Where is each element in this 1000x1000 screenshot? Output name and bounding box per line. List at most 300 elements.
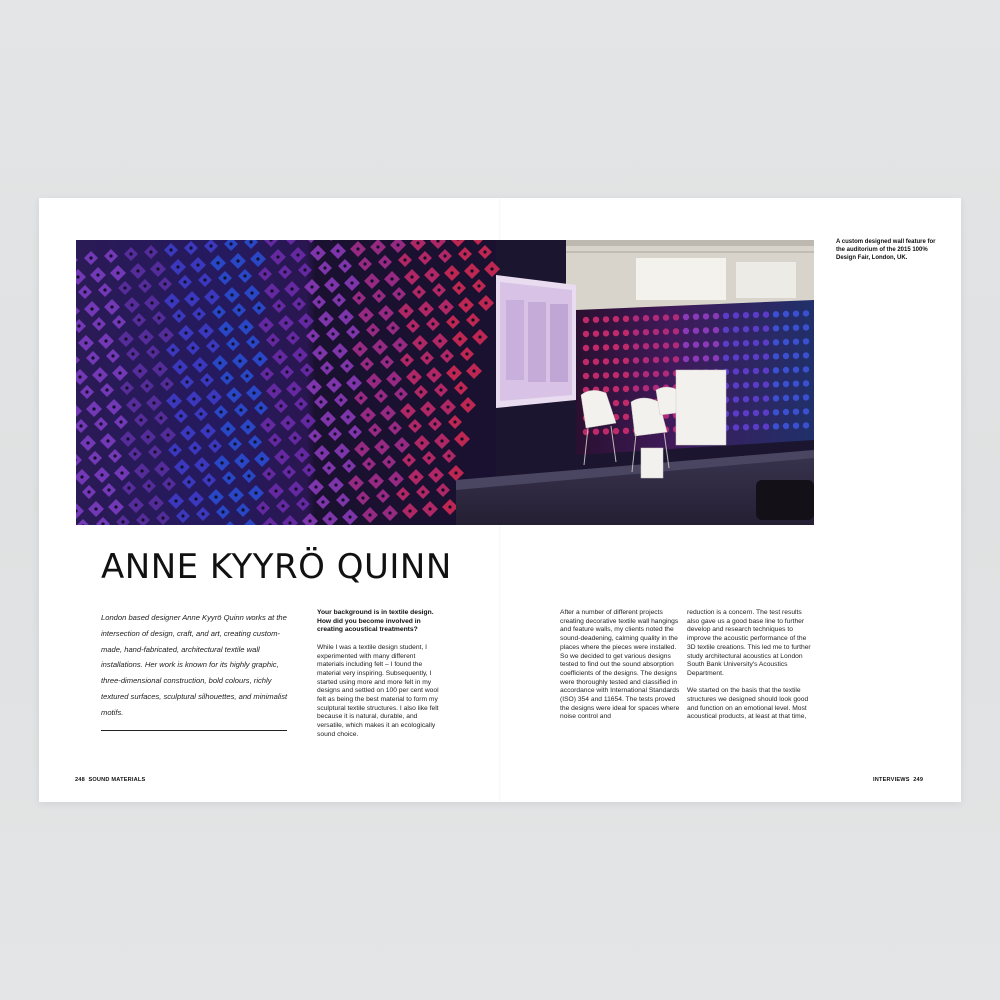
felt-tile [713, 327, 719, 333]
felt-tile [723, 327, 729, 333]
felt-tile-center [117, 320, 120, 323]
felt-tile-center [184, 331, 187, 334]
felt-tile-center [106, 439, 109, 442]
felt-tile [803, 408, 809, 414]
felt-tile-center [270, 289, 273, 292]
felt-tile-center [416, 241, 419, 244]
felt-tile-center [273, 438, 276, 441]
felt-tile-center [220, 461, 223, 464]
felt-tile-center [281, 504, 284, 507]
felt-tile-center [93, 456, 96, 459]
felt-tile-center [227, 476, 230, 479]
felt-tile-center [350, 281, 353, 284]
felt-tile [793, 409, 799, 415]
felt-tile [753, 354, 759, 360]
felt-tile [783, 367, 789, 373]
felt-tile-center [125, 386, 128, 389]
felt-tile [623, 316, 629, 322]
felt-tile [623, 386, 629, 392]
felt-tile-center [341, 498, 344, 501]
felt-tile-center [444, 305, 447, 308]
felt-tile-center [205, 378, 208, 381]
felt-tile [583, 373, 589, 379]
felt-tile-center [307, 468, 310, 471]
felt-tile [593, 345, 599, 351]
felt-tile [653, 329, 659, 335]
felt-tile-center [159, 416, 162, 419]
felt-tile-center [264, 323, 267, 326]
felt-tile-center [308, 519, 311, 522]
felt-tile [753, 368, 759, 374]
felt-tile-center [103, 288, 106, 291]
felt-tile-center [440, 439, 443, 442]
felt-tile [773, 367, 779, 373]
felt-tile-center [224, 327, 227, 330]
felt-tile-center [466, 403, 469, 406]
felt-tile-center [384, 311, 387, 314]
felt-tile-center [432, 373, 435, 376]
felt-tile-center [321, 500, 324, 503]
felt-tile-center [146, 435, 149, 438]
felt-tile [703, 355, 709, 361]
felt-tile-center [419, 390, 422, 393]
felt-tile [733, 312, 739, 318]
felt-tile-center [338, 349, 341, 352]
felt-tile [783, 339, 789, 345]
felt-tile-center [97, 322, 100, 325]
felt-tile-center [303, 268, 306, 271]
felt-tile-center [431, 322, 434, 325]
felt-tile [583, 359, 589, 365]
felt-tile-center [403, 258, 406, 261]
felt-tile-center [304, 319, 307, 322]
felt-tile-center [306, 419, 309, 422]
felt-tile [623, 428, 629, 434]
felt-tile [753, 340, 759, 346]
felt-tile-center [360, 447, 363, 450]
felt-tile-center [138, 369, 141, 372]
felt-tile [763, 353, 769, 359]
felt-tile [623, 372, 629, 378]
intro-paragraph: London based designer Anne Kyyrö Quinn works at the intersection of design, craft, and art, creating custom-made, hand-fabricated, architectural textile wall installations. Her work is known for its highly graphic, three-dimensional construction, bold colours, richly textured surfaces, sculptural silhouettes, and minimalist motifs. [101, 613, 288, 717]
felt-tile [733, 382, 739, 388]
felt-tile-center [77, 324, 80, 327]
felt-tile [733, 340, 739, 346]
felt-tile [613, 344, 619, 350]
felt-tile-center [348, 515, 351, 518]
felt-tile-center [169, 248, 172, 251]
felt-tile-center [78, 375, 81, 378]
interview-column-2 [560, 609, 686, 731]
felt-tile-center [426, 407, 429, 410]
felt-tile-center [137, 318, 140, 321]
felt-tile-center [331, 332, 334, 335]
felt-tile-center [340, 449, 343, 452]
felt-tile-center [263, 272, 266, 275]
felt-tile-center [364, 313, 367, 316]
felt-tile-center [407, 458, 410, 461]
felt-tile [633, 343, 639, 349]
felt-tile [603, 358, 609, 364]
felt-tile [653, 315, 659, 321]
felt-tile-center [465, 352, 468, 355]
interview-question: Your background is in textile design. How did you become involved in creating acoustical treatments? [317, 609, 434, 634]
felt-tile-center [397, 292, 400, 295]
felt-tile-center [266, 423, 269, 426]
felt-tile [613, 358, 619, 364]
felt-tile [613, 400, 619, 406]
felt-tile-center [478, 335, 481, 338]
felt-tile-center [408, 509, 411, 512]
felt-tile-center [346, 415, 349, 418]
felt-tile [593, 317, 599, 323]
felt-tile-center [274, 489, 277, 492]
felt-tile-center [109, 254, 112, 257]
felt-tile [773, 325, 779, 331]
felt-tile-center [427, 456, 430, 459]
felt-tile-center [80, 475, 83, 478]
felt-tile-center [238, 359, 241, 362]
felt-tile-center [150, 301, 153, 304]
felt-tile [763, 409, 769, 415]
felt-tile-center [164, 333, 167, 336]
felt-tile-center [194, 497, 197, 500]
felt-tile-center [477, 284, 480, 287]
felt-tile-center [393, 426, 396, 429]
felt-tile [793, 325, 799, 331]
felt-tile-center [92, 407, 95, 410]
felt-tile-center [405, 358, 408, 361]
felt-tile [683, 328, 689, 334]
felt-tile [793, 395, 799, 401]
felt-tile-center [339, 398, 342, 401]
felt-tile-center [324, 317, 327, 320]
felt-tile-center [118, 371, 121, 374]
felt-tile-center [381, 494, 384, 497]
felt-tile [753, 326, 759, 332]
felt-tile [723, 313, 729, 319]
felt-tile [613, 428, 619, 434]
felt-tile-center [318, 351, 321, 354]
felt-tile-center [446, 405, 449, 408]
felt-tile-center [433, 422, 436, 425]
felt-tile-center [394, 477, 397, 480]
felt-tile [663, 328, 669, 334]
felt-tile-center [170, 299, 173, 302]
felt-tile-center [259, 406, 262, 409]
felt-tile-center [96, 273, 99, 276]
felt-tile [753, 410, 759, 416]
felt-tile [793, 367, 799, 373]
felt-tile-center [391, 326, 394, 329]
felt-tile-center [438, 339, 441, 342]
felt-tile-center [105, 388, 108, 391]
felt-tile-center [134, 503, 137, 506]
felt-tile-center [186, 431, 189, 434]
felt-tile [803, 310, 809, 316]
felt-tile-center [219, 410, 222, 413]
felt-tile-center [249, 240, 252, 243]
felt-tile-center [107, 488, 110, 491]
felt-tile [623, 358, 629, 364]
felt-tile-center [139, 418, 142, 421]
felt-tile [803, 324, 809, 330]
felt-tile-center [240, 459, 243, 462]
felt-tile-center [345, 364, 348, 367]
felt-tile [623, 414, 629, 420]
felt-tile-center [418, 341, 421, 344]
felt-tile-center [91, 356, 94, 359]
felt-tile [733, 410, 739, 416]
felt-tile-center [445, 354, 448, 357]
felt-tile-center [237, 308, 240, 311]
felt-tile [703, 341, 709, 347]
felt-tile-center [111, 354, 114, 357]
felt-tile-center [312, 385, 315, 388]
felt-tile [603, 386, 609, 392]
felt-tile-center [424, 307, 427, 310]
felt-tile-center [176, 265, 179, 268]
felt-tile [773, 311, 779, 317]
felt-tile-center [305, 368, 308, 371]
felt-tile [603, 344, 609, 350]
felt-tile-center [256, 257, 259, 260]
felt-tile-center [380, 445, 383, 448]
felt-tile-center [171, 348, 174, 351]
felt-tile-center [190, 297, 193, 300]
felt-tile-center [218, 361, 221, 364]
interview-column-3 [687, 609, 813, 731]
felt-tile [733, 326, 739, 332]
felt-tile-center [372, 379, 375, 382]
felt-tile-center [411, 324, 414, 327]
felt-tile-center [251, 340, 254, 343]
felt-tile [743, 326, 749, 332]
felt-tile [673, 328, 679, 334]
felt-tile-center [99, 422, 102, 425]
felt-tile-center [392, 377, 395, 380]
felt-tile [703, 313, 709, 319]
felt-tile-center [84, 341, 87, 344]
felt-tile-center [173, 448, 176, 451]
felt-tile-center [154, 501, 157, 504]
felt-tile-center [229, 242, 232, 245]
felt-tile-center [413, 424, 416, 427]
felt-tile-center [453, 420, 456, 423]
felt-tile [773, 381, 779, 387]
felt-tile [803, 394, 809, 400]
felt-tile-center [293, 436, 296, 439]
felt-tile [643, 371, 649, 377]
folio-left [75, 777, 145, 783]
felt-tile-center [241, 508, 244, 511]
felt-tile [763, 339, 769, 345]
felt-tile-center [181, 514, 184, 517]
felt-tile-center [357, 296, 360, 299]
felt-tile-center [129, 252, 132, 255]
felt-tile [603, 372, 609, 378]
felt-tile-center [257, 306, 260, 309]
felt-tile-center [288, 521, 291, 524]
felt-tile-center [236, 259, 239, 262]
felt-tile-center [130, 303, 133, 306]
interview-answer-continued: After a number of different projects creating decorative textile wall hangings and feature walls, my clients noted the sound-deadening, calming quality in the places where the pieces were installed. So we decided to get various designs tested to find out the sound absorption coefficients of the designs. The designs were thoroughly tested and classified in accordance with International Standards (ISO) 354 and 11654. The tests proved the designs were ideal for spaces where noise control and [560, 609, 680, 721]
felt-tile-center [189, 246, 192, 249]
felt-tile [753, 424, 759, 430]
felt-tile-center [285, 370, 288, 373]
felt-tile-center [310, 285, 313, 288]
felt-tile [593, 429, 599, 435]
felt-tile [763, 423, 769, 429]
felt-tile-center [291, 336, 294, 339]
felt-tile-center [374, 479, 377, 482]
section-name-right: INTERVIEWS [873, 777, 910, 783]
felt-tile-center [483, 250, 486, 253]
felt-tile-center [183, 280, 186, 283]
felt-tile [783, 353, 789, 359]
felt-tile [623, 344, 629, 350]
felt-tile-center [153, 450, 156, 453]
felt-tile [733, 396, 739, 402]
felt-tile [633, 385, 639, 391]
felt-tile-center [296, 253, 299, 256]
felt-tile [793, 311, 799, 317]
felt-tile-center [320, 451, 323, 454]
felt-tile [773, 353, 779, 359]
felt-tile-center [376, 245, 379, 248]
felt-tile-center [457, 286, 460, 289]
felt-tile-center [313, 434, 316, 437]
felt-tile-center [113, 454, 116, 457]
felt-tile-center [221, 510, 224, 513]
interview-answer: While I was a textile design student, I experimented with many different materials including felt – I found the material very inspiring. Subsequently, I started using more and more felt in my designs and settled on 100 per cent wool felt as being the best material to form my sculptural textile structures. I also like felt because it is natural, durable, and versatile, which makes it an ecologically sound choice. [317, 643, 439, 738]
felt-tile-center [127, 486, 130, 489]
felt-tile [793, 423, 799, 429]
felt-tile-center [243, 274, 246, 277]
felt-tile-center [149, 250, 152, 253]
felt-tile-center [414, 475, 417, 478]
felt-tile [743, 396, 749, 402]
felt-tile [703, 327, 709, 333]
felt-tile-center [133, 452, 136, 455]
felt-tile-center [200, 463, 203, 466]
felt-tile [783, 395, 789, 401]
felt-tile [643, 343, 649, 349]
felt-tile [763, 367, 769, 373]
page-number-left: 248 [75, 777, 85, 783]
felt-tile-center [370, 279, 373, 282]
felt-tile-center [441, 488, 444, 491]
felt-tile-center [425, 356, 428, 359]
felt-tile-center [323, 266, 326, 269]
felt-tile-center [344, 315, 347, 318]
felt-tile-center [85, 390, 88, 393]
intro-divider [101, 730, 287, 731]
felt-tile-center [151, 350, 154, 353]
felt-tile-center [86, 441, 89, 444]
felt-tile-center [484, 301, 487, 304]
felt-tile-center [185, 380, 188, 383]
felt-tile-center [333, 432, 336, 435]
felt-tile-center [327, 466, 330, 469]
felt-tile-center [232, 393, 235, 396]
felt-tile [673, 314, 679, 320]
felt-tile-center [104, 339, 107, 342]
felt-tile-center [187, 480, 190, 483]
felt-tile-center [434, 473, 437, 476]
felt-tile-center [140, 469, 143, 472]
felt-tile [803, 380, 809, 386]
felt-tile-center [448, 505, 451, 508]
felt-tile-center [428, 507, 431, 510]
felt-tile [793, 353, 799, 359]
felt-tile [743, 368, 749, 374]
felt-tile-center [420, 441, 423, 444]
felt-tile-center [490, 267, 493, 270]
felt-tile-center [152, 401, 155, 404]
felt-tile-center [253, 440, 256, 443]
felt-tile-center [254, 491, 257, 494]
felt-tile [803, 422, 809, 428]
felt-tile-center [459, 386, 462, 389]
felt-tile-center [277, 304, 280, 307]
felt-tile-center [89, 256, 92, 259]
felt-tile [743, 410, 749, 416]
felt-tile [633, 329, 639, 335]
felt-tile-center [179, 414, 182, 417]
felt-tile-center [119, 420, 122, 423]
felt-tile-center [172, 399, 175, 402]
section-name-left: SOUND MATERIALS [88, 777, 146, 783]
felt-tile [683, 356, 689, 362]
felt-tile [673, 342, 679, 348]
felt-tile-center [276, 255, 279, 258]
felt-tile [763, 381, 769, 387]
felt-tile [753, 382, 759, 388]
felt-tile [743, 382, 749, 388]
felt-tile-center [206, 429, 209, 432]
felt-tile [613, 372, 619, 378]
felt-tile-center [319, 400, 322, 403]
felt-tile-center [471, 318, 474, 321]
felt-tile-center [174, 499, 177, 502]
felt-tile-center [439, 388, 442, 391]
felt-tile [593, 373, 599, 379]
felt-tile-center [387, 460, 390, 463]
felt-tile-center [180, 465, 183, 468]
felt-tile [633, 315, 639, 321]
felt-tile-center [363, 262, 366, 265]
photo-caption: A custom designed wall feature for the auditorium of the 2015 100% Design Fair, London, UK. [836, 239, 936, 261]
felt-tile-center [124, 337, 127, 340]
book-spread [39, 198, 961, 802]
felt-tile [613, 386, 619, 392]
felt-tile-center [198, 363, 201, 366]
felt-tile [773, 409, 779, 415]
felt-tile-center [192, 397, 195, 400]
felt-tile-center [311, 334, 314, 337]
felt-tile-center [207, 478, 210, 481]
felt-tile [603, 316, 609, 322]
felt-tile-center [143, 284, 146, 287]
felt-tile-center [201, 512, 204, 515]
felt-tile-center [197, 312, 200, 315]
felt-tile-center [472, 369, 475, 372]
felt-tile-center [367, 462, 370, 465]
felt-tile [783, 325, 789, 331]
felt-tile [693, 356, 699, 362]
felt-tile-center [361, 496, 364, 499]
